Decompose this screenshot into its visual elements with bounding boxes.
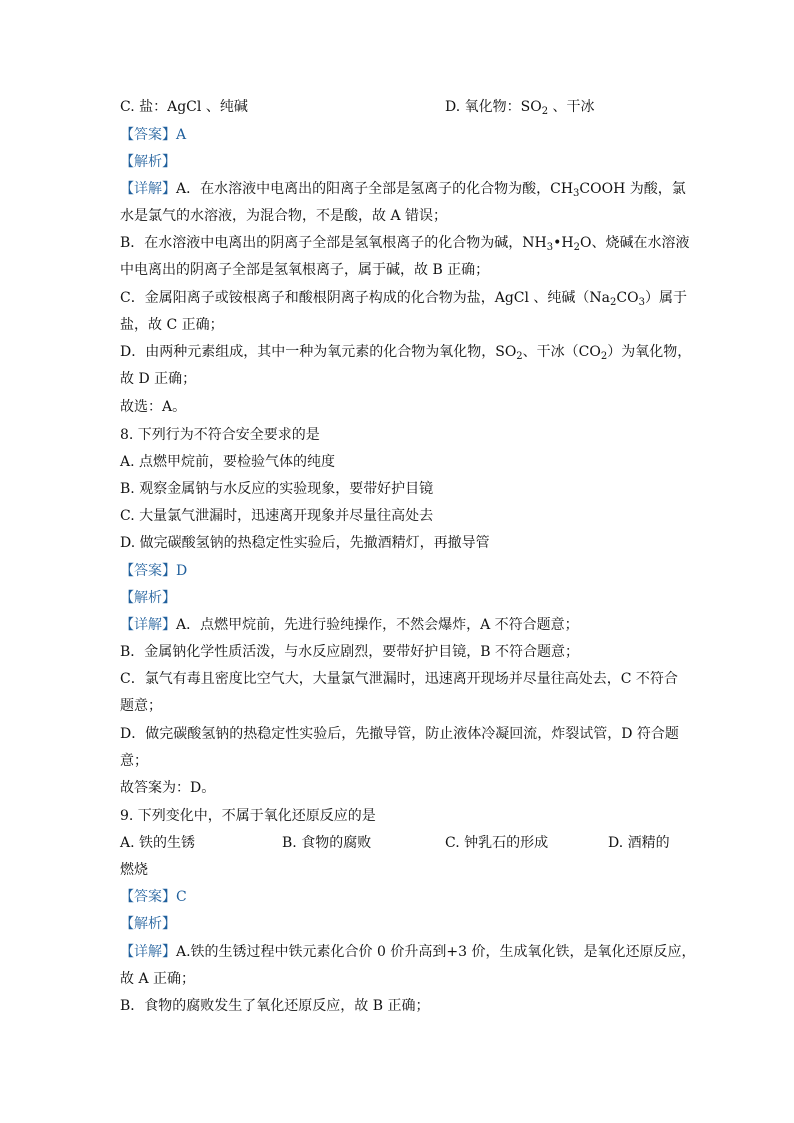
q8-conclusion: 故答案为：D。 [120,780,216,796]
q8-detail-a: 【详解】A．点燃甲烷前，先进行验纯操作，不然会爆炸，A 不符合题意； [120,617,579,633]
q9-answer: 【答案】C [120,889,187,905]
q7-detail-a-line1: 【详解】A．在水溶液中电离出的阳离子全部是氢离子的化合物为酸，$CH_3COOH$ 为酸，氯 [120,181,686,199]
q9-stem: 9. 下列变化中，不属于氧化还原反应的是 [120,808,376,824]
q8-option-d: D. 做完碳酸氢钠的热稳定性实验后，先撤酒精灯，再撤导管 [120,535,490,551]
q7-option-d: D. 氧化物：$SO_2$ 、干冰 [445,99,595,117]
q8-stem: 8. 下列行为不符合安全要求的是 [120,427,320,443]
q9-option-d-cont: 燃烧 [120,862,148,878]
q9-option-b: B. 食物的腐败 [282,835,372,851]
q9-detail-a-line1: 【详解】A.铁的生锈过程中铁元素化合价 0 价升高到+3 价，生成氧化铁，是氧化还原反应， [120,944,696,960]
q8-analysis-heading: 【解析】 [120,590,176,606]
q9-options [120,833,680,853]
q9-option-a: A. 铁的生锈 [120,835,196,851]
q7-analysis-heading: 【解析】 [120,154,176,170]
q9-analysis-heading: 【解析】 [120,916,176,932]
q8-option-a: A. 点燃甲烷前，要检验气体的纯度 [120,454,336,470]
q8-detail-d-line1: D．做完碳酸氢钠的热稳定性实验后，先撤导管，防止液体冷凝回流，炸裂试管，D 符合题 [120,726,679,742]
q8-detail-c-line1: C．氯气有毒且密度比空气大，大量氯气泄漏时，迅速离开现场并尽量往高处去，C 不符合 [120,671,678,687]
q7-option-c: C. 盐：AgCl 、纯碱 [120,99,248,115]
q7-detail-b-line1: B．在水溶液中电离出的阴离子全部是氢氧根离子的化合物为碱，$NH_3•H_2O$、烧碱在水溶液 [120,235,690,253]
q8-detail-d-line2: 意； [120,753,148,769]
q7-detail-d-line1: D．由两种元素组成，其中一种为氧元素的化合物为氧化物，$SO_2$、干冰$(CO_2)$为氧化物， [120,344,692,362]
q7-detail-a-line2: 水是氯气的水溶液，为混合物，不是酸，故 A 错误； [120,208,448,224]
q9-detail-a-line2: 故 A 正确； [120,971,196,987]
q7-detail-c-line2: 盐，故 C 正确； [120,317,224,333]
q7-detail-c-line1: C．金属阳离子或铵根离子和酸根阴离子构成的化合物为盐，AgCl 、纯碱$(Na_2CO_3)$属于 [120,290,687,308]
q9-option-d: D. 酒精的 [608,835,670,851]
q7-options-cd [120,97,680,117]
q7-conclusion: 故选：A。 [120,399,187,415]
q7-answer: 【答案】A [120,127,187,143]
q8-detail-b: B．金属钠化学性质活泼，与水反应剧烈，要带好护目镜，B 不符合题意； [120,644,580,660]
q9-detail-b: B．食物的腐败发生了氧化还原反应，故 B 正确； [120,998,430,1014]
q7-detail-b-line2: 中电离出的阴离子全部是氢氧根离子，属于碱，故 B 正确； [120,262,490,278]
q8-option-b: B. 观察金属钠与水反应的实验现象，要带好护目镜 [120,481,434,497]
q7-detail-d-line2: 故 D 正确； [120,371,197,387]
q9-option-c: C. 钟乳石的形成 [445,835,549,851]
q8-answer: 【答案】D [120,563,188,579]
q8-detail-c-line2: 题意； [120,698,162,714]
q8-option-c: C. 大量氯气泄漏时，迅速离开现象并尽量往高处去 [120,508,434,524]
